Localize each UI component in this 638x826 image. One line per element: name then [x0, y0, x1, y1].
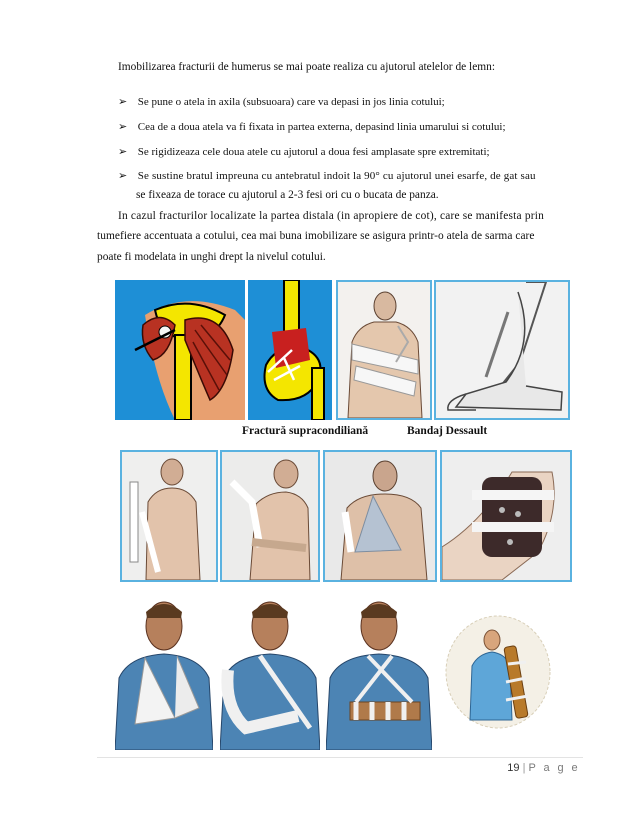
bullet-3 — [118, 145, 490, 159]
caption-dessault-bandage: Bandaj Dessault — [407, 425, 488, 437]
footer-separator: | — [522, 762, 526, 774]
arm-sling-photo-2 — [323, 450, 437, 582]
splint-application-photo-2 — [220, 450, 320, 582]
bullet-4-continuation: se fixeaza de torace cu ajutorul a 2-3 fesi ori cu o bucata de panza. — [136, 189, 439, 201]
paragraph-line-3: poate fi modelata in unghi drept la nivelul cotului. — [97, 251, 326, 263]
elbow-fracture-illustration — [248, 280, 332, 420]
bullet-2-text: Cea de a doua atela va fi fixata in partea externa, depasind linia umarului si cotului; — [137, 121, 506, 133]
paragraph-line-1: In cazul fracturilor localizate la partea distala (in apropiere de cot), care se manifesta prin — [118, 210, 544, 222]
arrow-bullet-icon: ➢ — [118, 170, 128, 182]
paragraph-line-2: tumefiere accentuata a cotului, cea mai buna imobilizare se asigura printr-o atela de sarma care — [97, 230, 535, 242]
page-label: P a g e — [528, 762, 580, 774]
bullet-4 — [118, 169, 536, 183]
man-splint-sling-illustration — [326, 598, 432, 750]
arrow-bullet-icon: ➢ — [118, 96, 128, 108]
shoulder-anatomy-illustration — [115, 280, 245, 420]
page-number: 19 — [507, 762, 520, 774]
arrow-bullet-icon: ➢ — [118, 146, 128, 158]
arm-sling-photo — [336, 280, 432, 420]
intro-text: Imobilizarea fracturii de humerus se mai poate realiza cu ajutorul atelelor de lemn: — [118, 61, 495, 73]
man-splint-sketch-illustration — [444, 612, 552, 732]
page-footer — [507, 762, 580, 774]
wire-splint-sketch — [434, 280, 570, 420]
splint-application-photo-1 — [120, 450, 218, 582]
bullet-2 — [118, 120, 506, 134]
man-bandaged-arm-illustration — [220, 598, 320, 750]
caption-supracondylar-fracture: Fractură supracondiliană — [242, 425, 369, 437]
bullet-1-text: Se pune o atela in axila (subsuoara) care va depasi in jos linia cotului; — [137, 96, 445, 108]
forearm-splint-photo — [440, 450, 572, 582]
bullet-4-text: Se sustine bratul impreuna cu antebratul indoit la 90° cu ajutorul unei esarfe, de gat sau — [137, 170, 536, 182]
footer-divider — [97, 757, 583, 758]
bullet-3-text: Se rigidizeaza cele doua atele cu ajutorul a doua fesi amplasate spre extremitati; — [137, 146, 490, 158]
man-arm-sling-illustration — [115, 598, 213, 750]
arrow-bullet-icon: ➢ — [118, 121, 128, 133]
bullet-1 — [118, 95, 445, 109]
